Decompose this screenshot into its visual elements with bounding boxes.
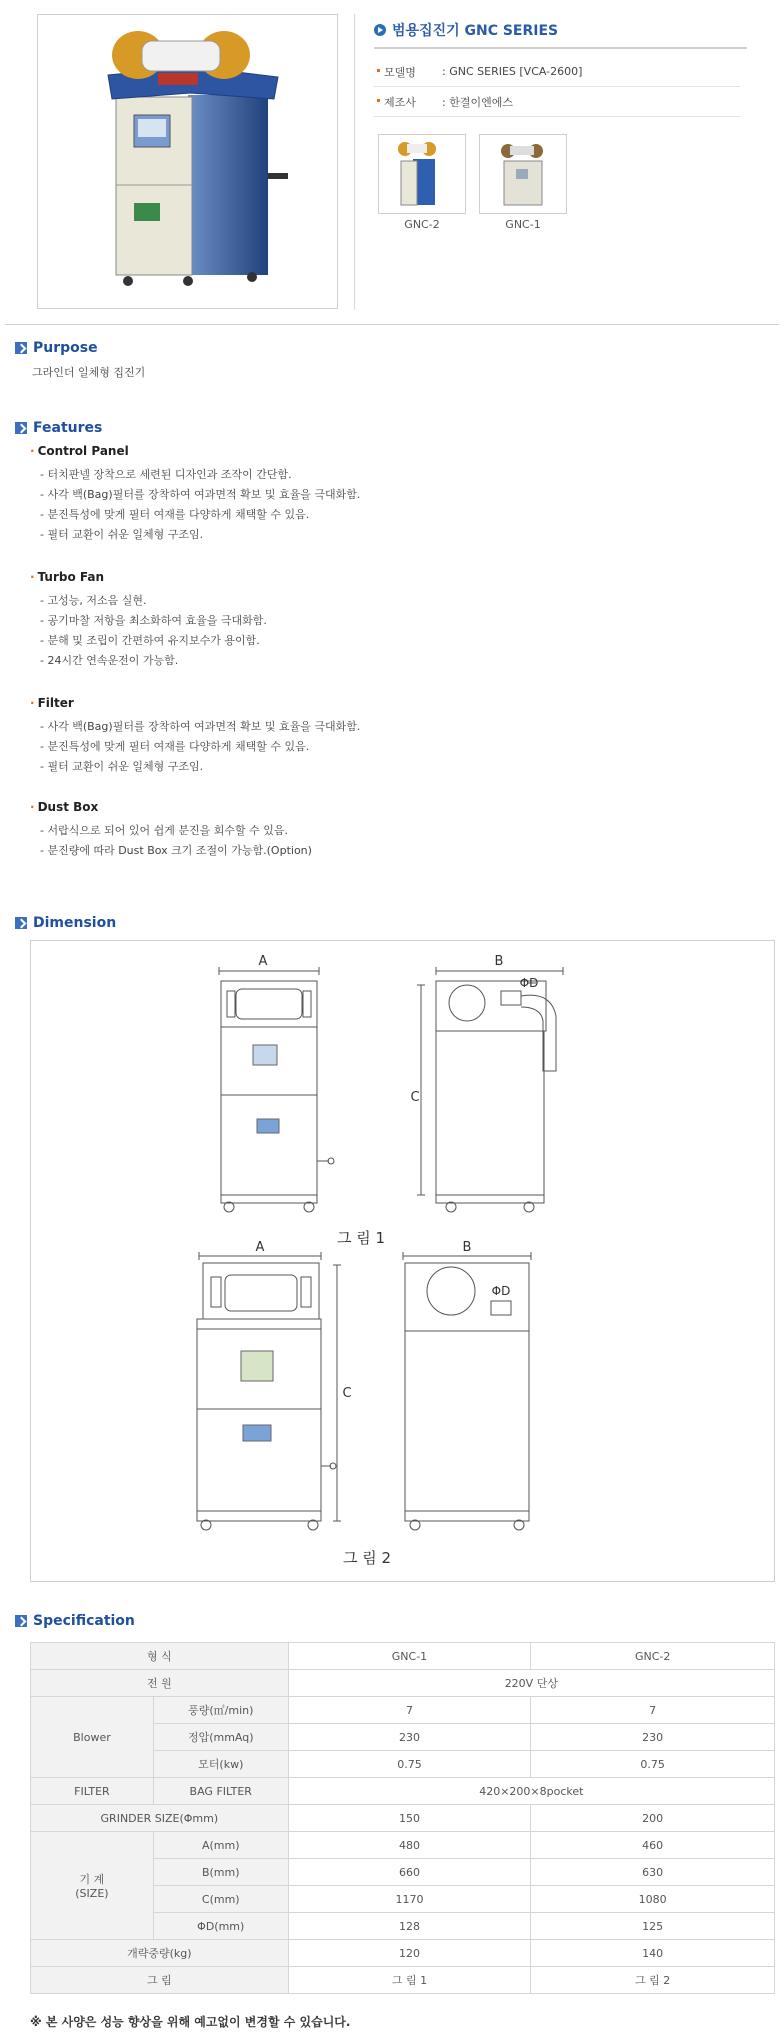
table-cell: 전 원 [31, 1670, 289, 1697]
fig1-label-a: A [258, 954, 268, 969]
table-cell: 그 림 [31, 1967, 289, 1994]
feature-item: - 터치판넬 장착으로 세련된 디자인과 조작이 간단함. [40, 468, 292, 481]
feature-item: - 사각 백(Bag)필터를 장착하여 여과면적 확보 및 효율을 극대화함. [40, 488, 361, 501]
table-cell: 정압(mmAq) [153, 1724, 288, 1751]
table-row [31, 1697, 775, 1724]
table-cell: GNC-1 [288, 1643, 531, 1670]
fig1-label-b: B [494, 954, 504, 969]
feature-item: - 필터 교환이 쉬운 일체형 구조임. [40, 760, 204, 773]
dimension-heading [15, 915, 116, 931]
table-cell: B(mm) [153, 1859, 288, 1886]
product-title-text: 범용집진기 GNC SERIES [392, 23, 559, 39]
table-cell: 630 [531, 1859, 775, 1886]
specification-heading [15, 1613, 135, 1629]
table-cell: 220V 단상 [288, 1670, 774, 1697]
fig2-caption: 그 림 2 [342, 1549, 392, 1567]
section-arrow-icon [15, 342, 27, 354]
grinder-dust-collector-image [38, 15, 337, 308]
feature-item: - 공기마찰 저항을 최소화하여 효율을 극대화함. [40, 614, 267, 627]
table-row [31, 1967, 775, 1994]
feature-title-control-panel: · Control Panel [30, 444, 129, 458]
maker-value: : 한결이엔에스 [442, 95, 513, 109]
size-label-2: (SIZE) [75, 1887, 109, 1900]
table-cell: 150 [288, 1805, 531, 1832]
size-label-1: 기 계 [79, 1873, 105, 1886]
table-cell: GNC-2 [531, 1643, 775, 1670]
gnc-1-thumb-image [480, 135, 566, 213]
table-cell: 7 [288, 1697, 531, 1724]
table-cell: 420×200×8pocket [288, 1778, 774, 1805]
feature-item: - 서랍식으로 되어 있어 쉽게 분진을 회수할 수 있음. [40, 824, 288, 837]
table-cell: 0.75 [288, 1751, 531, 1778]
thumb-caption-gnc-1: GNC-1 [505, 218, 541, 231]
table-row [31, 1832, 775, 1859]
maker-row [374, 87, 740, 117]
feature-item: - 분진특성에 맞게 필터 여재를 다양하게 채택할 수 있음. [40, 508, 310, 521]
feature-title-dust-box: · Dust Box [30, 800, 98, 814]
purpose-text: 그라인더 일체형 집진기 [32, 366, 146, 379]
table-cell: 모터(kw) [153, 1751, 288, 1778]
table-cell: 140 [531, 1940, 775, 1967]
table-cell: 128 [288, 1913, 531, 1940]
section-arrow-icon [15, 1615, 27, 1627]
spec-change-note: ※ 본 사양은 성능 향상을 위해 예고없이 변경할 수 있습니다. [30, 2015, 351, 2029]
table-cell: 200 [531, 1805, 775, 1832]
table-cell: 480 [288, 1832, 531, 1859]
specification-heading-text: Specification [33, 1613, 135, 1629]
section-arrow-icon [15, 917, 27, 929]
feature-item: - 분진특성에 맞게 필터 여재를 다양하게 채택할 수 있음. [40, 740, 310, 753]
table-cell: 125 [531, 1913, 775, 1940]
maker-label: 제조사 [374, 94, 442, 110]
table-cell: FILTER [31, 1778, 154, 1805]
fig1-caption: 그 림 1 [336, 1229, 386, 1247]
vertical-divider [354, 14, 355, 310]
dimension-drawings [31, 941, 774, 1581]
thumbnail-gnc-1[interactable] [479, 134, 567, 214]
feature-item: - 분해 및 조립이 간편하여 유지보수가 용이함. [40, 634, 260, 647]
table-cell: 460 [531, 1832, 775, 1859]
model-label: 모델명 [374, 64, 442, 80]
section-separator [5, 324, 779, 325]
table-cell: 풍량(㎥/min) [153, 1697, 288, 1724]
fig1-label-c: C [410, 1090, 420, 1105]
feature-item: - 사각 백(Bag)필터를 장착하여 여과면적 확보 및 효율을 극대화함. [40, 720, 361, 733]
specification-table [30, 1642, 775, 1994]
purpose-heading [15, 340, 98, 356]
model-row [374, 57, 740, 87]
arrow-bullet-icon [374, 24, 386, 36]
table-cell: A(mm) [153, 1832, 288, 1859]
gnc-2-thumb-image [379, 135, 465, 213]
feature-title-turbo-fan: · Turbo Fan [30, 570, 104, 584]
features-heading-text: Features [33, 420, 103, 436]
thumbnail-gnc-2[interactable] [378, 134, 466, 214]
table-row [31, 1643, 775, 1670]
table-cell: 1080 [531, 1886, 775, 1913]
table-cell: 0.75 [531, 1751, 775, 1778]
table-cell: 7 [531, 1697, 775, 1724]
table-cell: 그 림 2 [531, 1967, 775, 1994]
table-cell: C(mm) [153, 1886, 288, 1913]
table-row [31, 1940, 775, 1967]
table-cell: BAG FILTER [153, 1778, 288, 1805]
table-cell [31, 1832, 154, 1940]
fig2-label-d: ΦD [491, 1284, 511, 1298]
product-photo [37, 14, 338, 309]
table-cell: 230 [531, 1724, 775, 1751]
table-cell: ΦD(mm) [153, 1913, 288, 1940]
table-cell: 1170 [288, 1886, 531, 1913]
table-cell: 120 [288, 1940, 531, 1967]
section-arrow-icon [15, 422, 27, 434]
feature-item: - 24시간 연속운전이 가능함. [40, 654, 179, 667]
fig2-label-c: C [342, 1386, 352, 1401]
fig1-label-d: ΦD [519, 976, 539, 990]
table-cell: 230 [288, 1724, 531, 1751]
title-rule [374, 47, 747, 49]
fig2-label-b: B [462, 1240, 472, 1255]
dimension-heading-text: Dimension [33, 915, 117, 931]
table-cell: Blower [31, 1697, 154, 1778]
feature-item: - 필터 교환이 쉬운 일체형 구조임. [40, 528, 204, 541]
model-value: : GNC SERIES [VCA-2600] [442, 65, 583, 78]
table-cell: 660 [288, 1859, 531, 1886]
purpose-heading-text: Purpose [33, 340, 98, 356]
feature-item: - 고성능, 저소음 실현. [40, 594, 147, 607]
table-row [31, 1670, 775, 1697]
thumb-caption-gnc-2: GNC-2 [404, 218, 440, 231]
feature-title-filter: · Filter [30, 696, 74, 710]
feature-item: - 분진량에 따라 Dust Box 크기 조절이 가능함.(Option) [40, 844, 312, 857]
features-heading [15, 420, 102, 436]
table-row [31, 1778, 775, 1805]
table-cell: 형 식 [31, 1643, 289, 1670]
dimension-drawing-box [30, 940, 775, 1582]
fig2-label-a: A [255, 1240, 265, 1255]
table-cell: GRINDER SIZE(Φmm) [31, 1805, 289, 1832]
table-cell: 그 림 1 [288, 1967, 531, 1994]
product-title [374, 20, 558, 40]
table-row [31, 1805, 775, 1832]
table-cell: 개략중량(kg) [31, 1940, 289, 1967]
